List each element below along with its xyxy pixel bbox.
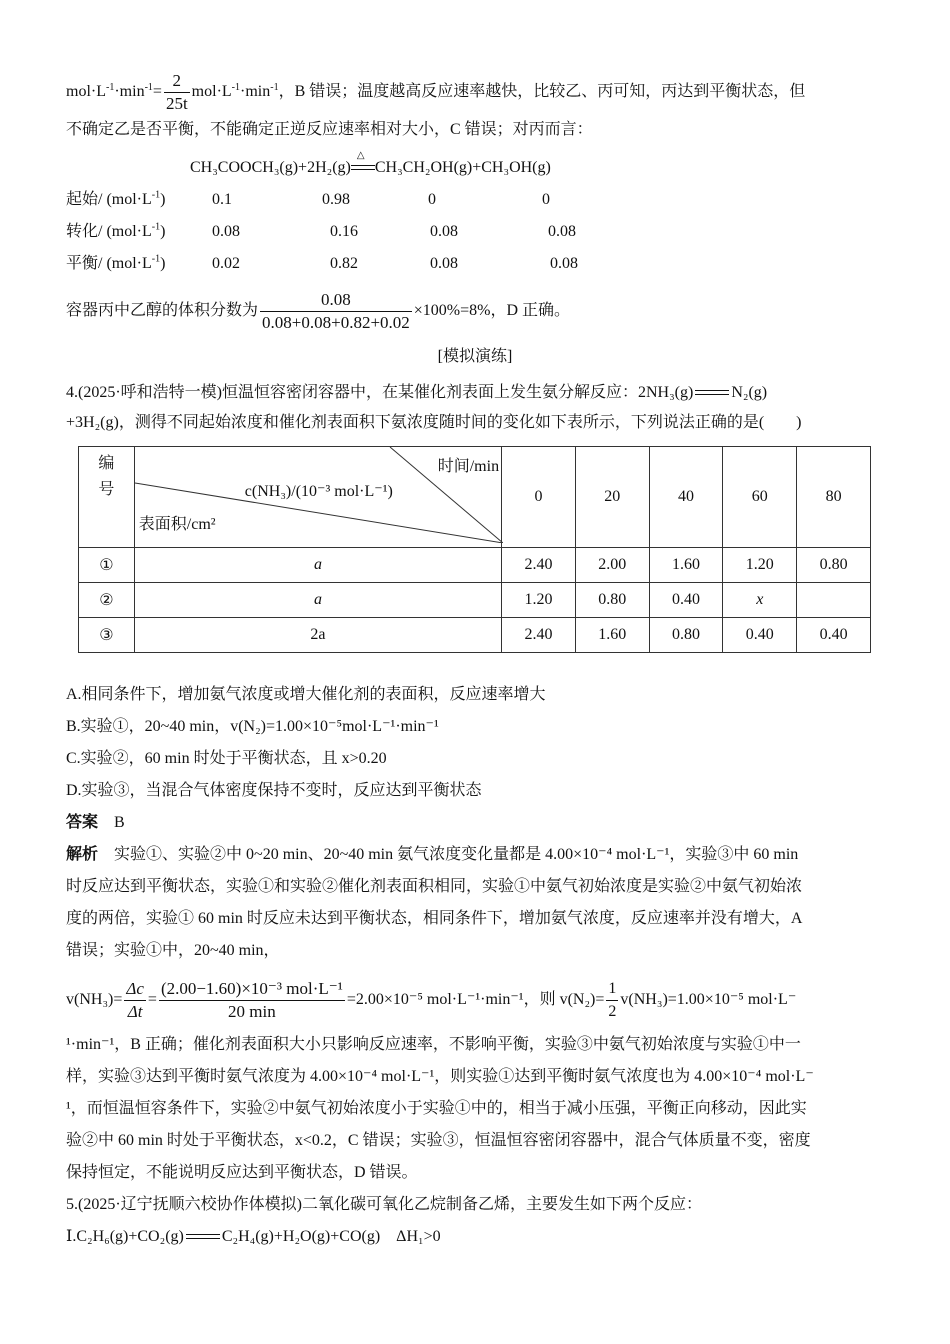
reaction-equation: CH₃COOCH₃(g)+2H₂(g) △ CH₃CH₂OH(g)+CH₃OH(g) bbox=[190, 150, 551, 176]
option-b: B.实验①，20~40 min，v(N₂)=1.00×10⁻⁵mol·L⁻¹·min⁻¹ bbox=[66, 718, 439, 735]
rate-calculation: v(NH₃)= $\frac{\Delta c}{\Delta t}$ = $\frac{\text{(2.00−1.60)×10⁻³ mol·L⁻¹}}{20 \min}$ =2.00×10⁻⁵ mol·L⁻¹·min⁻¹，则 v(N₂)= $\frac{1}{2}$ v(NH₃)=1.00×10⁻⁵ mol·L⁻ bbox=[66, 978, 797, 1021]
option-c: C.实验②，60 min 时处于平衡状态，且 x>0.20 bbox=[66, 750, 387, 767]
explanation-line: 解析 实验①、实验②中 0~20 min、20~40 min 氨气浓度变化量都是 4.00×10⁻⁴ mol·L⁻¹，实验③中 60 min bbox=[66, 846, 799, 863]
q4-line-1: 4.(2025·呼和浩特一模)恒温恒容密闭容器中，在某催化剂表面上发生氨分解反应：2NH₃(g) N₂(g) bbox=[66, 384, 768, 401]
q4-line-2: +3H₂(g)，测得不同起始浓度和催化剂表面积下氨浓度随时间的变化如下表所示，下列说法正确的是( ) bbox=[66, 414, 802, 431]
explanation-line: 不确定乙是否平衡，不能确定正逆反应速率相对大小，C 错误；对丙而言： bbox=[66, 121, 593, 138]
volume-fraction-line: 容器丙中乙醇的体积分数为 $\frac{0.08}{0.08+0.08+0.82+0.02}$ ×100%=8%，D 正确。 bbox=[66, 289, 571, 332]
document-page bbox=[66, 70, 884, 1253]
section-title: [模拟演练] bbox=[437, 348, 513, 365]
ice-row-change: 转化/ $(mol\cdot L^{-1})$ 0.08 0.16 0.08 0.08 bbox=[66, 221, 576, 240]
explanation-line: 样，实验③达到平衡时氨气浓度为 4.00×10⁻⁴ mol·L⁻¹，则实验①达到平衡时氨气浓度也为 4.00×10⁻⁴ mol·L⁻ bbox=[66, 1068, 814, 1085]
table-row: ① a 2.40 2.00 1.60 1.20 0.80 bbox=[79, 548, 871, 583]
q5-line-1: 5.(2025·辽宁抚顺六校协作体模拟)二氧化碳可氧化乙烷制备乙烯，主要发生如下两个反应： bbox=[66, 1196, 702, 1213]
table-row: ② a 1.20 0.80 0.40 x bbox=[79, 583, 871, 618]
ice-row-start: 起始/ $(mol\cdot L^{-1})$ 0.1 0.98 0 0 bbox=[66, 189, 550, 208]
ice-table bbox=[66, 184, 884, 280]
ammonia-table: 编 号 时间/min c(NH₃)/(10⁻³ mol·L⁻¹) 表面积/cm² 0 20 40 60 80 ① a 2.40 2.00 1.60 1.20 0.80 ② a 1.20 0.80 0.40 x ③ 2a 2.40 1.60 0.80 0.40 0.40 bbox=[78, 446, 871, 653]
explanation-line: 时反应达到平衡状态，实验①和实验②催化剂表面积相同，实验①中氨气初始浓度是实验②中氨气初始浓 bbox=[66, 878, 803, 895]
diagonal-header: 时间/min c(NH₃)/(10⁻³ mol·L⁻¹) 表面积/cm² bbox=[134, 447, 501, 548]
q5-reaction-1: Ⅰ.C₂H₆(g)+CO₂(g) C₂H₄(g)+H₂O(g)+CO(g) ΔH₁>0 bbox=[66, 1228, 441, 1245]
explanation-line: 错误；实验①中，20~40 min， bbox=[66, 942, 280, 959]
explanation-line: ¹·min⁻¹，B 正确；催化剂表面积大小只影响反应速率，不影响平衡，实验③中氨气初始浓度与实验①中一 bbox=[66, 1036, 801, 1053]
option-d: D.实验③，当混合气体密度保持不变时，反应达到平衡状态 bbox=[66, 782, 482, 799]
header-id: 编 号 bbox=[79, 447, 135, 548]
explanation-line: 保持恒定，不能说明反应达到平衡状态，D 错误。 bbox=[66, 1164, 418, 1181]
explanation-line: 度的两倍，实验① 60 min 时反应未达到平衡状态，相同条件下，增加氨气浓度，反应速率并没有增大，A bbox=[66, 910, 803, 927]
ice-row-equilibrium: 平衡/ $(mol\cdot L^{-1})$ 0.02 0.82 0.08 0.08 bbox=[66, 253, 578, 272]
rate-fraction: $\frac{2}{25t}$ bbox=[165, 71, 188, 113]
explanation-line: 验②中 60 min 时处于平衡状态，x<0.2，C 错误；实验③，恒温恒容密闭容器中，混合气体质量不变，密度 bbox=[66, 1132, 811, 1149]
table-row: ③ 2a 2.40 1.60 0.80 0.40 0.40 bbox=[79, 618, 871, 653]
answer-line: 答案 B bbox=[66, 814, 125, 831]
explanation-line: ¹，而恒温恒容条件下，实验②中氨气初始浓度小于实验①中的，相当于减小压强，平衡正向移动，因此实 bbox=[66, 1100, 807, 1117]
option-a: A.相同条件下，增加氨气浓度或增大催化剂的表面积，反应速率增大 bbox=[66, 686, 546, 703]
rate-expression-line: $mol\cdot L^{-1}\cdot\min^{-1}=$ $\frac{2}{25t}$ $mol\cdot L^{-1}\cdot\min^{-1}$，B 错误；温度越高反应速率越快，比较乙、丙可知，丙达到平衡状态，但 bbox=[66, 71, 806, 113]
volume-fraction: $\frac{0.08}{0.08+0.08+0.82+0.02}$ bbox=[262, 289, 410, 332]
